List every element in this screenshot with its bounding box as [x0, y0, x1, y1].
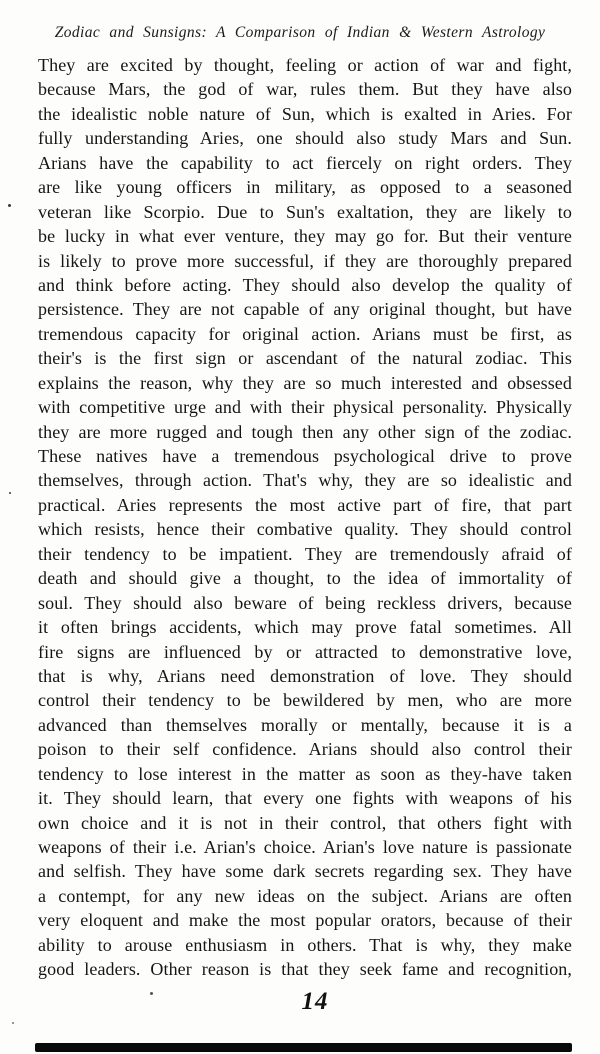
text-line: Arians have the capability to act fiercely on right orders. They: [38, 152, 572, 173]
text-line: themselves, through action. That's why, they are so idealistic and: [38, 470, 572, 491]
text-line: are like young officers in military, as opposed to a seasoned: [38, 177, 572, 198]
scan-speck: [150, 992, 153, 995]
text-line: and selfish. They have some dark secrets regarding sex. They have: [38, 861, 572, 882]
text-line: it often brings accidents, which may prove fatal sometimes. All: [38, 617, 572, 638]
text-line: ability to arouse enthusiasm in others. That is why, they make: [38, 934, 572, 955]
text-line: death and should give a thought, to the idea of immortality of: [38, 568, 572, 589]
text-line: persistence. They are not capable of any original thought, but have: [38, 299, 572, 320]
body-text: [38, 53, 572, 982]
text-line: very eloquent and make the most popular orators, because of their: [38, 910, 572, 931]
text-line: they are more rugged and tough then any other sign of the zodiac.: [38, 421, 572, 442]
text-line: soul. They should also beware of being reckless drivers, because: [38, 592, 572, 613]
text-line: and think before acting. They should also develop the quality of: [38, 274, 572, 295]
text-line: that is why, Arians need demonstration of love. They should: [38, 665, 572, 686]
scan-speck: [12, 1022, 14, 1024]
text-line: it. They should learn, that every one fights with weapons of his: [38, 788, 572, 809]
text-line: be lucky in what ever venture, they may go for. But their venture: [38, 226, 572, 247]
text-line: These natives have a tremendous psychological drive to prove: [38, 446, 572, 466]
text-line: fire signs are influenced by or attracted to demonstrative love,: [38, 641, 572, 662]
text-line: control their tendency to be bewildered by men, who are more: [38, 690, 572, 711]
text-line: the idealistic noble nature of Sun, which is exalted in Aries. For: [38, 103, 572, 124]
text-line: their's is the first sign or ascendant of the natural zodiac. This: [38, 348, 572, 369]
text-line: good leaders. Other reason is that they seek fame and recognition,: [38, 959, 572, 980]
text-line: tendency to lose interest in the matter as soon as they-have taken: [38, 763, 572, 784]
text-line: because Mars, the god of war, rules them. But they have also: [38, 79, 572, 100]
text-line: veteran like Scorpio. Due to Sun's exaltation, they are likely to: [38, 201, 572, 222]
text-line: tremendous capacity for original action. Arians must be first, as: [38, 323, 572, 344]
running-head: Zodiac and Sunsigns: A Comparison of Indian & Western Astrology: [54, 24, 546, 41]
text-line: weapons of their i.e. Arian's choice. Arian's love nature is passionate: [38, 837, 572, 857]
text-line: is likely to prove more successful, if they are thoroughly prepared: [38, 250, 572, 271]
text-line: a contempt, for any new ideas on the subject. Arians are often: [38, 885, 572, 906]
scan-speck: [9, 492, 11, 494]
scan-edge-artifact: [35, 1043, 572, 1052]
text-line: advanced than themselves morally or mentally, because it is a: [38, 714, 572, 735]
scan-speck: [8, 204, 11, 207]
text-line: They are excited by thought, feeling or action of war and fight,: [38, 55, 572, 75]
text-line: which resists, hence their combative quality. They should control: [38, 519, 572, 540]
text-line: their tendency to be impatient. They are tremendously afraid of: [38, 543, 572, 564]
text-line: poison to their self confidence. Arians should also control their: [38, 739, 572, 760]
text-line: explains the reason, why they are so much interested and obsessed: [38, 372, 572, 393]
text-line: with competitive urge and with their physical personality. Physically: [38, 397, 572, 418]
text-line: fully understanding Aries, one should also study Mars and Sun.: [38, 128, 572, 149]
text-line: practical. Aries represents the most active part of fire, that part: [38, 494, 572, 515]
text-line: own choice and it is not in their control, that others fight with: [38, 812, 572, 833]
page-number: 14: [301, 988, 329, 1015]
